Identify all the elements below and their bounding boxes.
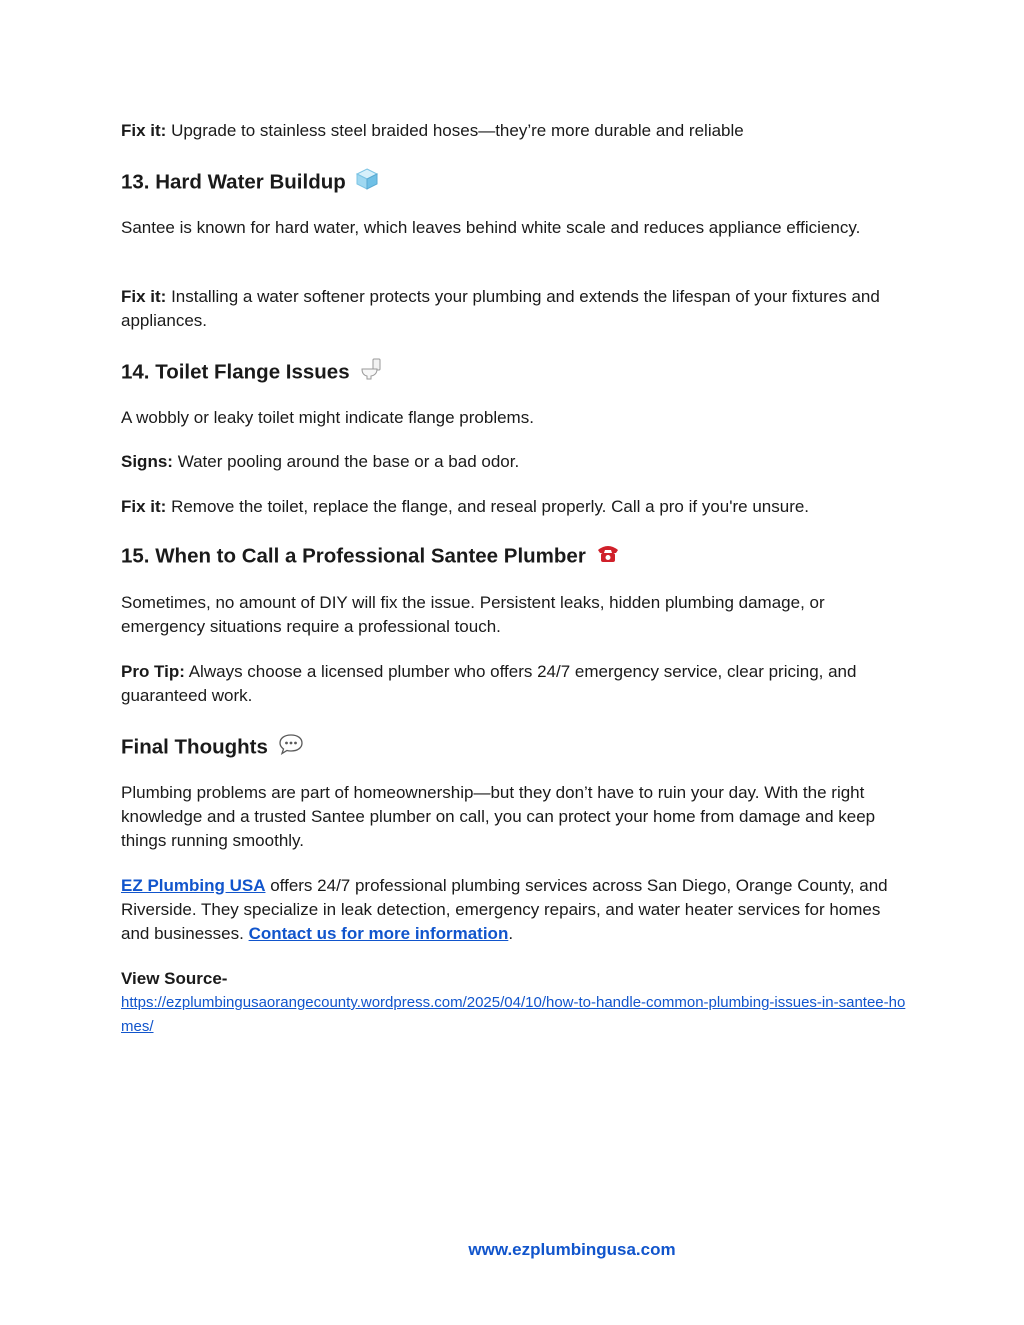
final-thoughts-body: Plumbing problems are part of homeownership—but they don’t have to ruin your day. With the right knowledge and a trusted Santee plumber on call, you can protect your home from damage and keep things running smoothly.	[121, 783, 876, 850]
fix-text: Upgrade to stainless steel braided hoses—they’re more durable and reliable	[171, 121, 744, 140]
section-14-heading	[121, 357, 383, 389]
pro-tip-text: Always choose a licensed plumber who offers 24/7 emergency service, clear pricing, and guaranteed work.	[121, 662, 857, 705]
speech-bubble-icon	[278, 732, 304, 764]
footer-website[interactable]: www.ezplumbingusa.com	[468, 1240, 676, 1259]
telephone-icon	[596, 542, 620, 572]
section-14-body: A wobbly or leaky toilet might indicate flange problems.	[121, 408, 534, 427]
s12-fix-paragraph	[121, 119, 906, 143]
fix-label: Fix it:	[121, 287, 167, 306]
s13-fix-paragraph	[121, 285, 906, 333]
section-14-title: 14. Toilet Flange Issues	[121, 360, 350, 384]
section-15-body: Sometimes, no amount of DIY will fix the issue. Persistent leaks, hidden plumbing damage, or emergency situations require a professional touch.	[121, 593, 825, 636]
source-url-link[interactable]: https://ezplumbingusaorangecounty.wordpress.com/2025/04/10/how-to-handle-common-plumbing-issues-in-santee-homes/	[121, 994, 906, 1035]
section-13-title: 13. Hard Water Buildup	[121, 170, 346, 194]
section-15-heading	[121, 542, 620, 572]
fix-text: Remove the toilet, replace the flange, and reseal properly. Call a pro if you're unsure.	[171, 497, 810, 516]
ice-cube-icon	[355, 167, 379, 199]
s14-signs-paragraph	[121, 450, 906, 474]
company-paragraph	[121, 874, 906, 946]
company-description: offers 24/7 professional plumbing services across San Diego, Orange County, and Riverside. They specialize in leak detection, emergency repairs, and water heater services for homes and businesses.	[121, 876, 888, 943]
s14-fix-paragraph	[121, 495, 906, 519]
view-source-label	[121, 967, 906, 991]
toilet-icon	[359, 357, 383, 389]
fix-label: Fix it:	[121, 121, 167, 140]
source-url-block	[121, 990, 906, 1038]
view-source-text: View Source-	[121, 969, 228, 988]
fix-text: Installing a water softener protects your plumbing and extends the lifespan of your fixtures and appliances.	[121, 287, 880, 330]
ez-plumbing-usa-link[interactable]: EZ Plumbing USA	[121, 876, 266, 895]
s15-tip-paragraph	[121, 660, 906, 708]
section-13-heading	[121, 167, 379, 199]
signs-text: Water pooling around the base or a bad odor.	[177, 452, 520, 471]
section-15-title: 15. When to Call a Professional Santee Plumber	[121, 544, 586, 568]
final-thoughts-heading	[121, 732, 304, 764]
pro-tip-label: Pro Tip:	[121, 662, 185, 681]
contact-us-link[interactable]: Contact us for more information	[248, 924, 509, 943]
section-13-body: Santee is known for hard water, which leaves behind white scale and reduces appliance efficiency.	[121, 218, 861, 237]
final-thoughts-title: Final Thoughts	[121, 735, 268, 759]
signs-label: Signs:	[121, 452, 173, 471]
period: .	[508, 924, 514, 943]
fix-label: Fix it:	[121, 497, 167, 516]
